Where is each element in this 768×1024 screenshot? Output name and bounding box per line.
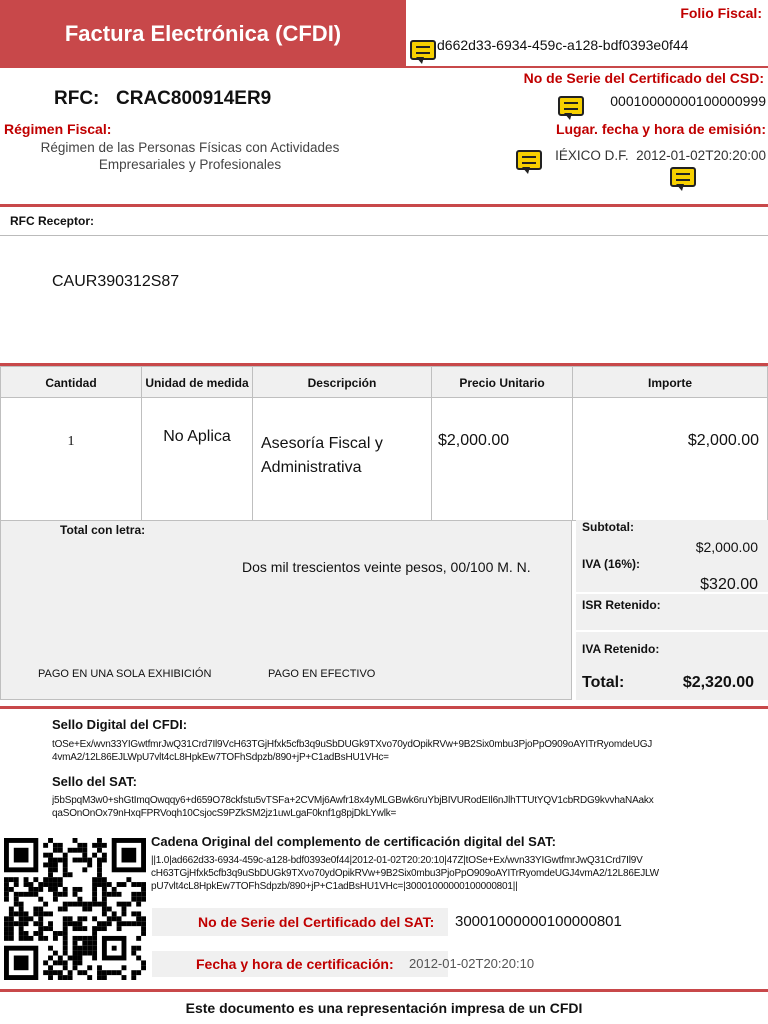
serie-csd-label: No de Serie del Certificado del CSD:	[523, 70, 764, 86]
serie-sat-value: 30001000000100000801	[455, 913, 622, 930]
importe-value: $2,000.00	[687, 432, 759, 449]
page-title: Factura Electrónica (CFDI)	[0, 0, 406, 68]
regimen-fiscal-value	[0, 139, 380, 173]
iva-label: IVA (16%):	[582, 557, 641, 571]
importe-cell	[572, 397, 768, 521]
total-letra-value: Dos mil trescientos veinte pesos, 00/100 M. N.	[242, 559, 531, 575]
pago-forma: PAGO EN UNA SOLA EXHIBICIÓN	[38, 668, 212, 680]
unidad-cell	[141, 397, 253, 521]
total-value: $2,320.00	[682, 674, 754, 691]
fecha-cert-label: Fecha y hora de certificación:	[196, 956, 394, 972]
comment-note-icon[interactable]	[516, 150, 542, 170]
sello-cfdi-line-1: tOSe+Ex/wvn33YIGwtfmrJwQ31Crd7Il9VcH63TGjHfxk5cfb3q9uSbDUGk9TXvo70ydOpikRVw+9B2Six0mbu3PjoPpO909oAYITrRyomdeUGJ	[52, 739, 653, 750]
cantidad-value: 1	[67, 434, 75, 449]
cadena-line-1: ||1.0|ad662d33-6934-459c-a128-bdf0393e0f44|2012-01-02T20:20:10|47Z|tOSe+Ex/wvn33YIGwtfmrJwQ31Crd7Il9V	[151, 855, 643, 866]
cadena-original-label: Cadena Original del complemento de certificación digital del SAT:	[151, 834, 557, 849]
receptor-header	[0, 207, 768, 236]
col-descripcion: Descripción	[252, 366, 432, 398]
sello-sat-line-1: j5bSpqM3w0+shGtImqOwqqy6+d659O78ckfstu5vTSFa+2CVMj6Awfr18x4yMLGBwk6ruYbjBIVURodEIl6nJlhTTUtYQV1cbRDG9kvvhaNAakx	[52, 795, 654, 806]
col-unidad: Unidad de medida	[141, 366, 253, 398]
iva-value: $320.00	[700, 576, 758, 593]
folio-fiscal-value: d662d33-6934-459c-a128-bdf0393e0f44	[437, 37, 689, 53]
fecha-cert-value: 2012-01-02T20:20:10	[409, 956, 535, 971]
header-divider	[406, 66, 768, 68]
cadena-line-2: cH63TGjHfxk5cfb3q9uSbDUGk9TXvo70ydOpikRVw+9B2Six0mbu3PjoPpO909oAYITrRyomdeUGJ4vmA2/12L86EJLW	[151, 868, 659, 879]
cadena-original-value	[151, 854, 763, 893]
table-row	[0, 397, 142, 521]
total-label: Total:	[582, 674, 625, 691]
total-letra-label: Total con letra:	[60, 523, 146, 537]
rfc-value: CRAC800914ER9	[116, 88, 272, 109]
comment-note-icon[interactable]	[558, 96, 584, 116]
rfc-receptor-label: RFC Receptor:	[10, 214, 95, 228]
section-divider	[0, 706, 768, 709]
qr-code-icon	[4, 838, 146, 980]
footer-note: Este documento es una representación impresa de un CFDI	[185, 1000, 583, 1016]
sello-cfdi-line-2: 4vmA2/12L86EJLWpU7vlt4cL8HpkEw7TOFhSdpzb/890+jP+C1adBsHU1VHc=	[52, 752, 389, 763]
footer-divider	[0, 989, 768, 992]
isr-label: ISR Retenido:	[582, 598, 661, 612]
folio-fiscal-label: Folio Fiscal:	[680, 5, 762, 21]
lugar-fecha-label: Lugar. fecha y hora de emisión:	[555, 121, 766, 137]
rfc-receptor-value: CAUR390312S87	[52, 273, 180, 290]
subtotal-label: Subtotal:	[582, 520, 634, 534]
comment-note-icon[interactable]	[410, 40, 436, 60]
sello-sat-value	[52, 794, 764, 820]
precio-value: $2,000.00	[438, 432, 510, 449]
sello-cfdi-label: Sello Digital del CFDI:	[52, 717, 188, 732]
serie-sat-label: No de Serie del Certificado del SAT:	[198, 914, 435, 930]
ivaret-label: IVA Retenido:	[582, 642, 660, 656]
unidad-value: No Aplica	[163, 428, 231, 445]
col-precio: Precio Unitario	[431, 366, 573, 398]
rfc-label: RFC:	[54, 88, 100, 109]
comment-note-icon[interactable]	[670, 167, 696, 187]
col-importe: Importe	[572, 366, 768, 398]
descripcion-line-1: Asesoría Fiscal y	[261, 435, 383, 452]
regimen-line-1: Régimen de las Personas Físicas con Actividades	[40, 140, 340, 155]
sello-sat-label: Sello del SAT:	[52, 774, 137, 789]
regimen-line-2: Empresariales y Profesionales	[98, 157, 282, 172]
cadena-line-3: pU7vlt4cL8HpkEw7TOFhSdpzb/890+jP+C1adBsHU1VHc=|30001000000100000801||	[151, 881, 518, 892]
subtotal-value: $2,000.00	[695, 539, 758, 555]
precio-cell	[431, 397, 573, 521]
descripcion-cell	[252, 397, 432, 521]
serie-csd-value: 00010000000100000999	[610, 93, 766, 109]
sello-cfdi-value	[52, 738, 764, 764]
descripcion-line-2: Administrativa	[261, 459, 362, 476]
pago-metodo: PAGO EN EFECTIVO	[268, 668, 376, 680]
lugar-fecha-value: IÉXICO D.F. 2012-01-02T20:20:00	[555, 148, 766, 163]
regimen-fiscal-label: Régimen Fiscal:	[4, 121, 112, 137]
col-cantidad: Cantidad	[0, 366, 142, 398]
sello-sat-line-2: qaSOnOnOx79nHxqFPRVoqh10CsjocS9PZkSM2jz1uwLgaF0knf1g8pjDkLYwlk=	[52, 808, 397, 819]
